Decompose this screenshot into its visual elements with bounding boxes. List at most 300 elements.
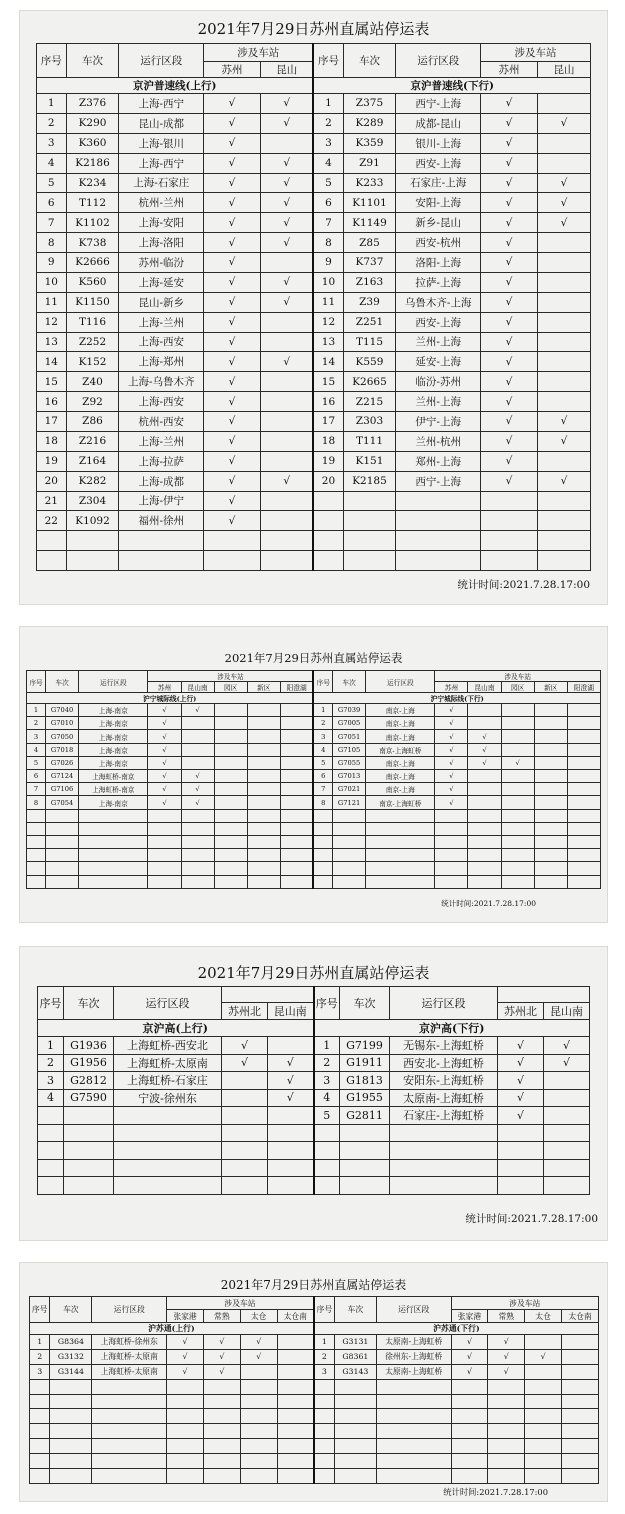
route-cell-up — [119, 551, 204, 571]
check-mark: √ — [261, 352, 314, 372]
empty-cell — [204, 531, 261, 551]
empty-cell — [534, 849, 567, 862]
empty-cell — [451, 1409, 488, 1424]
empty-cell — [277, 1349, 314, 1364]
empty-cell — [534, 862, 567, 875]
table-row — [37, 193, 591, 213]
train-cell-down: G8361 — [334, 1349, 376, 1364]
empty-cell — [537, 332, 590, 352]
seq-cell-up — [27, 809, 46, 822]
seq-cell-up — [30, 1409, 50, 1424]
route-cell-up: 上海-兰州 — [119, 431, 204, 451]
seq-cell-down: 6 — [313, 770, 332, 783]
empty-cell — [468, 836, 501, 849]
empty-cell — [167, 1454, 204, 1469]
check-mark: √ — [204, 412, 261, 432]
seq-cell-down: 3 — [314, 1072, 340, 1090]
train-header: 车次 — [334, 1297, 376, 1323]
train-cell-down: K1101 — [343, 193, 396, 213]
route-cell-up: 上海虹桥-太原南 — [92, 1349, 167, 1364]
empty-cell — [203, 1469, 240, 1484]
seq-cell-down — [314, 1379, 334, 1394]
route-cell-down: 延安-上海 — [396, 352, 481, 372]
empty-cell — [148, 809, 181, 822]
check-mark: √ — [435, 717, 468, 730]
table-row — [27, 770, 601, 783]
route-cell-down: 南京-上海 — [366, 770, 435, 783]
route-cell-up: 上海-郑州 — [119, 352, 204, 372]
empty-cell — [247, 704, 280, 717]
train-cell-up — [50, 1379, 92, 1394]
route-cell-up: 上海-西宁 — [119, 153, 204, 173]
seq-cell-up: 2 — [30, 1349, 50, 1364]
empty-cell — [567, 717, 600, 730]
seq-cell-up — [38, 1177, 64, 1195]
check-mark: √ — [480, 412, 537, 432]
empty-cell — [214, 756, 247, 769]
check-mark: √ — [261, 153, 314, 173]
table-row — [37, 312, 591, 332]
route-cell-down: 无锡东-上海虹桥 — [390, 1037, 498, 1055]
train-cell-down — [343, 511, 396, 531]
seq-cell-up — [30, 1439, 50, 1454]
table-row — [38, 1089, 590, 1107]
empty-cell — [501, 704, 534, 717]
empty-cell — [247, 783, 280, 796]
table-row — [37, 233, 591, 253]
check-mark: √ — [488, 1364, 525, 1379]
check-mark: √ — [148, 770, 181, 783]
empty-cell — [525, 1424, 562, 1439]
station-name-3: 园区 — [214, 682, 247, 693]
seq-cell-up: 22 — [37, 511, 67, 531]
empty-cell — [148, 849, 181, 862]
seq-header: 序号 — [37, 44, 67, 78]
check-mark: √ — [268, 1089, 314, 1107]
train-cell-down — [333, 849, 366, 862]
check-mark: √ — [204, 471, 261, 491]
route-cell-up: 上海-兰州 — [119, 312, 204, 332]
section-title-up: 京沪高(上行) — [38, 1020, 314, 1037]
empty-cell — [247, 875, 280, 888]
train-header: 车次 — [340, 987, 390, 1020]
check-mark: √ — [204, 292, 261, 312]
route-cell-down — [376, 1469, 451, 1484]
check-mark: √ — [167, 1335, 204, 1350]
empty-cell — [240, 1424, 277, 1439]
seq-cell-down: 6 — [313, 193, 343, 213]
seq-cell-up — [27, 849, 46, 862]
check-mark: √ — [435, 783, 468, 796]
check-mark: √ — [435, 704, 468, 717]
train-cell-down — [343, 531, 396, 551]
empty-cell — [435, 809, 468, 822]
train-cell-up: Z92 — [66, 392, 119, 412]
route-cell-down: 徐州东-上海虹桥 — [376, 1349, 451, 1364]
table-row — [37, 153, 591, 173]
empty-cell — [501, 730, 534, 743]
route-cell-down — [376, 1394, 451, 1409]
route-cell-up — [92, 1439, 167, 1454]
empty-cell — [525, 1439, 562, 1454]
empty-cell — [277, 1379, 314, 1394]
train-cell-up: Z164 — [66, 451, 119, 471]
route-cell-down — [366, 862, 435, 875]
empty-cell — [203, 1454, 240, 1469]
empty-cell — [537, 312, 590, 332]
train-cell-up: K738 — [66, 233, 119, 253]
check-mark: √ — [451, 1349, 488, 1364]
train-cell-down: Z215 — [343, 392, 396, 412]
train-cell-down — [333, 822, 366, 835]
empty-cell — [203, 1394, 240, 1409]
table-row — [27, 849, 601, 862]
route-cell-up: 宁波-徐州东 — [114, 1089, 222, 1107]
seq-cell-up: 10 — [37, 272, 67, 292]
route-cell-down: 西安-上海 — [396, 153, 481, 173]
route-cell-down: 南京-上海 — [366, 730, 435, 743]
empty-cell — [501, 743, 534, 756]
table-row — [37, 551, 591, 571]
empty-cell — [468, 796, 501, 809]
table-row — [27, 783, 601, 796]
empty-cell — [567, 743, 600, 756]
empty-cell — [280, 836, 313, 849]
check-mark: √ — [204, 173, 261, 193]
seq-cell-up — [38, 1124, 64, 1142]
section-row — [37, 78, 591, 94]
route-cell-up — [79, 822, 148, 835]
train-cell-down — [334, 1379, 376, 1394]
route-cell-up — [114, 1107, 222, 1125]
train-cell-down: Z375 — [343, 94, 396, 114]
seq-cell-down: 17 — [313, 412, 343, 432]
train-cell-down: G7051 — [333, 730, 366, 743]
station-name-1: 苏州北 — [498, 1003, 544, 1020]
table-row — [38, 1124, 590, 1142]
station-name-1: 苏州 — [204, 62, 261, 78]
empty-cell — [214, 796, 247, 809]
empty-cell — [534, 809, 567, 822]
check-mark: √ — [261, 94, 314, 114]
seq-cell-up: 16 — [37, 392, 67, 412]
route-cell-down: 太原南-上海虹桥 — [376, 1335, 451, 1350]
table-row — [37, 133, 591, 153]
empty-cell — [261, 372, 314, 392]
route-cell-up — [92, 1394, 167, 1409]
seq-cell-down: 2 — [313, 113, 343, 133]
route-cell-up: 上海虹桥-太原南 — [92, 1364, 167, 1379]
train-cell-up: G3132 — [50, 1349, 92, 1364]
seq-cell-up: 7 — [37, 213, 67, 233]
empty-cell — [480, 491, 537, 511]
check-mark: √ — [498, 1072, 544, 1090]
empty-cell — [534, 796, 567, 809]
train-cell-up — [50, 1424, 92, 1439]
empty-cell — [537, 451, 590, 471]
empty-cell — [468, 717, 501, 730]
statistics-time: 统计时间:2021.7.28.17:00 — [465, 1213, 598, 1225]
check-mark: √ — [204, 193, 261, 213]
check-mark: √ — [498, 1107, 544, 1125]
seq-cell-down: 2 — [314, 1349, 334, 1364]
empty-cell — [544, 1124, 590, 1142]
route-cell-down — [366, 875, 435, 888]
empty-cell — [280, 849, 313, 862]
empty-cell — [203, 1379, 240, 1394]
station-name-1: 苏州北 — [222, 1003, 268, 1020]
station-name-5: 阳澄湖 — [280, 682, 313, 693]
empty-cell — [534, 704, 567, 717]
empty-cell — [167, 1394, 204, 1409]
check-mark: √ — [451, 1335, 488, 1350]
seq-cell-down — [314, 1424, 334, 1439]
seq-cell-up: 4 — [27, 743, 46, 756]
train-cell-down: K289 — [343, 113, 396, 133]
empty-cell — [488, 1469, 525, 1484]
empty-cell — [148, 836, 181, 849]
station-name-2: 昆山南 — [268, 1003, 314, 1020]
check-mark: √ — [537, 173, 590, 193]
empty-cell — [222, 1072, 268, 1090]
station-name-2: 昆山 — [261, 62, 314, 78]
empty-cell — [534, 730, 567, 743]
empty-cell — [181, 822, 214, 835]
stations-header: 涉及车站 — [435, 671, 601, 682]
check-mark: √ — [525, 1349, 562, 1364]
empty-cell — [525, 1379, 562, 1394]
station-name-3: 太仓 — [240, 1310, 277, 1323]
empty-cell — [240, 1394, 277, 1409]
check-mark: √ — [480, 471, 537, 491]
route-cell-down: 洛阳-上海 — [396, 253, 481, 273]
check-mark: √ — [167, 1364, 204, 1379]
seq-cell-up: 8 — [37, 233, 67, 253]
empty-cell — [488, 1424, 525, 1439]
table-row — [27, 822, 601, 835]
check-mark: √ — [148, 704, 181, 717]
empty-cell — [501, 717, 534, 730]
check-mark: √ — [222, 1054, 268, 1072]
train-cell-down: T115 — [343, 332, 396, 352]
empty-cell — [261, 431, 314, 451]
route-cell-down: 郑州-上海 — [396, 451, 481, 471]
route-cell-up: 上海-延安 — [119, 272, 204, 292]
empty-cell — [567, 809, 600, 822]
route-cell-up: 上海-石家庄 — [119, 173, 204, 193]
empty-cell — [562, 1454, 599, 1469]
empty-cell — [261, 253, 314, 273]
empty-cell — [280, 704, 313, 717]
train-cell-up: G7018 — [46, 743, 79, 756]
seq-cell-down — [313, 849, 332, 862]
route-cell-up: 上海-乌鲁木齐 — [119, 372, 204, 392]
check-mark: √ — [204, 113, 261, 133]
check-mark: √ — [498, 1037, 544, 1055]
station-name-1: 苏州 — [148, 682, 181, 693]
empty-cell — [280, 796, 313, 809]
check-mark: √ — [167, 1349, 204, 1364]
check-mark: √ — [203, 1349, 240, 1364]
train-cell-down — [340, 1124, 390, 1142]
empty-cell — [562, 1469, 599, 1484]
check-mark: √ — [204, 233, 261, 253]
empty-cell — [480, 531, 537, 551]
document-title: 2021年7月29日苏州直属站停运表 — [220, 1278, 407, 1292]
check-mark: √ — [537, 412, 590, 432]
seq-cell-up: 1 — [37, 94, 67, 114]
empty-cell — [451, 1469, 488, 1484]
empty-cell — [181, 836, 214, 849]
seq-cell-up: 14 — [37, 352, 67, 372]
check-mark: √ — [468, 743, 501, 756]
route-cell-down — [376, 1439, 451, 1454]
table-row — [37, 94, 591, 114]
train-cell-down: K2185 — [343, 471, 396, 491]
empty-cell — [203, 1439, 240, 1454]
empty-cell — [498, 1142, 544, 1160]
seq-cell-up: 3 — [30, 1364, 50, 1379]
seq-cell-down: 18 — [313, 431, 343, 451]
train-cell-down: Z85 — [343, 233, 396, 253]
section-title-up: 沪宁城际线(上行) — [27, 693, 314, 704]
empty-cell — [280, 783, 313, 796]
seq-cell-down: 1 — [314, 1037, 340, 1055]
train-cell-up: K290 — [66, 113, 119, 133]
check-mark: √ — [204, 372, 261, 392]
seq-cell-up: 2 — [37, 113, 67, 133]
empty-cell — [268, 1142, 314, 1160]
table-row — [38, 1177, 590, 1195]
empty-cell — [451, 1424, 488, 1439]
train-cell-up: K234 — [66, 173, 119, 193]
route-cell-down — [396, 531, 481, 551]
empty-cell — [544, 1089, 590, 1107]
train-cell-up: G2812 — [64, 1072, 114, 1090]
empty-cell — [240, 1454, 277, 1469]
train-cell-down — [340, 1159, 390, 1177]
seq-cell-down: 8 — [313, 796, 332, 809]
seq-cell-down — [313, 809, 332, 822]
check-mark: √ — [480, 193, 537, 213]
seq-cell-down — [313, 491, 343, 511]
train-cell-down: K2665 — [343, 372, 396, 392]
empty-cell — [280, 809, 313, 822]
section-title-down: 沪宁城际线(下行) — [313, 693, 600, 704]
empty-cell — [148, 862, 181, 875]
empty-cell — [567, 836, 600, 849]
train-cell-down: G7005 — [333, 717, 366, 730]
empty-cell — [247, 796, 280, 809]
seq-cell-up: 7 — [27, 783, 46, 796]
train-cell-up — [46, 836, 79, 849]
train-cell-up — [46, 862, 79, 875]
empty-cell — [537, 372, 590, 392]
empty-cell — [567, 783, 600, 796]
train-cell-up: K360 — [66, 133, 119, 153]
train-cell-up — [64, 1124, 114, 1142]
table-row — [37, 511, 591, 531]
route-cell-up: 上海-银川 — [119, 133, 204, 153]
seq-cell-up: 3 — [37, 133, 67, 153]
check-mark: √ — [204, 491, 261, 511]
empty-cell — [488, 1409, 525, 1424]
seq-cell-down: 19 — [313, 451, 343, 471]
header-row — [30, 1297, 599, 1310]
seq-cell-up: 5 — [27, 756, 46, 769]
station-name-2: 昆山南 — [181, 682, 214, 693]
empty-cell — [501, 770, 534, 783]
check-mark: √ — [261, 471, 314, 491]
header-row — [37, 44, 591, 62]
check-mark: √ — [261, 272, 314, 292]
statistics-time: 统计时间:2021.7.28.17:00 — [443, 1487, 548, 1497]
station-name-4: 新区 — [247, 682, 280, 693]
table-row — [27, 743, 601, 756]
empty-cell — [537, 133, 590, 153]
station-name-2: 常熟 — [488, 1310, 525, 1323]
empty-cell — [261, 133, 314, 153]
station-name-2: 昆山 — [537, 62, 590, 78]
seq-cell-up: 12 — [37, 312, 67, 332]
empty-cell — [567, 796, 600, 809]
train-cell-up: K1102 — [66, 213, 119, 233]
table-row — [27, 836, 601, 849]
train-cell-up: T112 — [66, 193, 119, 213]
table-row — [30, 1424, 599, 1439]
seq-cell-down: 5 — [313, 173, 343, 193]
empty-cell — [247, 756, 280, 769]
seq-cell-down: 4 — [313, 153, 343, 173]
table-row — [37, 372, 591, 392]
seq-cell-down: 1 — [313, 704, 332, 717]
empty-cell — [214, 704, 247, 717]
check-mark: √ — [204, 431, 261, 451]
empty-cell — [280, 717, 313, 730]
route-cell-down: 南京-上海 — [366, 756, 435, 769]
train-cell-up: K152 — [66, 352, 119, 372]
seq-cell-down: 16 — [313, 392, 343, 412]
train-header: 车次 — [66, 44, 119, 78]
seq-cell-up — [27, 822, 46, 835]
route-cell-down — [390, 1142, 498, 1160]
empty-cell — [280, 862, 313, 875]
train-cell-down: G7199 — [340, 1037, 390, 1055]
train-cell-down: K151 — [343, 451, 396, 471]
seq-cell-up: 19 — [37, 451, 67, 471]
route-cell-down — [390, 1159, 498, 1177]
empty-cell — [435, 849, 468, 862]
route-cell-down: 西宁-上海 — [396, 94, 481, 114]
seq-cell-down: 1 — [313, 94, 343, 114]
route-cell-down: 南京-上海虹桥 — [366, 796, 435, 809]
train-cell-down: G1813 — [340, 1072, 390, 1090]
train-header: 车次 — [64, 987, 114, 1020]
train-cell-up — [46, 809, 79, 822]
train-cell-down: G7013 — [333, 770, 366, 783]
empty-cell — [488, 1439, 525, 1454]
train-cell-down — [340, 1177, 390, 1195]
seq-cell-up: 20 — [37, 471, 67, 491]
empty-cell — [498, 1124, 544, 1142]
route-cell-down: 南京-上海 — [366, 783, 435, 796]
seq-cell-up — [37, 551, 67, 571]
route-cell-up: 上海-洛阳 — [119, 233, 204, 253]
empty-cell — [567, 822, 600, 835]
train-cell-down — [334, 1394, 376, 1409]
empty-cell — [562, 1409, 599, 1424]
seq-cell-down — [314, 1142, 340, 1160]
